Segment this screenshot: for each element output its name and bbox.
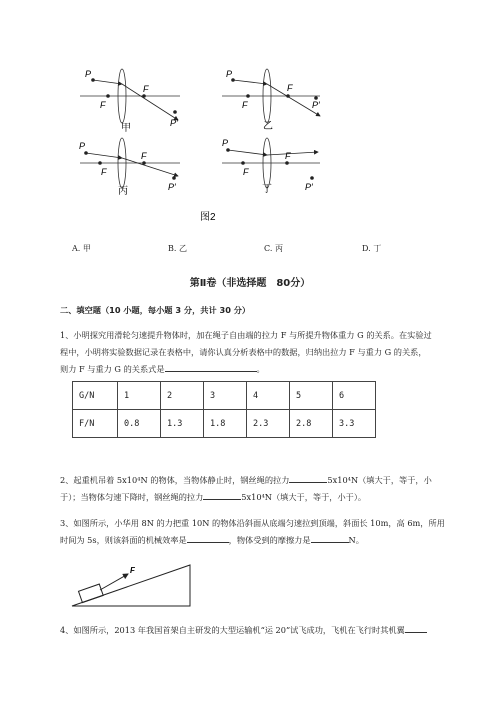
lens-ray-figure (0, 0, 500, 235)
figure-caption: 图2 (200, 212, 216, 223)
choice-key: A. (72, 244, 81, 253)
table-cell: 3 (204, 382, 247, 410)
choice-key: B. (168, 244, 177, 253)
label-f: F (101, 167, 107, 177)
question-1 (60, 327, 480, 378)
table-cell: 0.8 (118, 410, 161, 438)
label-p-prime: P′ (312, 100, 320, 110)
label-p: P (85, 69, 92, 79)
label-p-prime: P′ (168, 182, 176, 192)
q1-line (60, 361, 480, 378)
label-p-prime: P′ (305, 182, 313, 192)
answer-blank[interactable] (187, 533, 229, 543)
q3-text: N。 (348, 535, 364, 545)
table-cell: F/N (73, 410, 118, 438)
table-cell: 2.3 (247, 410, 290, 438)
section-title: 第Ⅱ卷（非选择题 80分） (189, 278, 311, 289)
table-row (73, 410, 376, 438)
label-p: P (79, 141, 86, 151)
diagram-label: 乙 (263, 121, 273, 132)
focus-right (142, 94, 146, 98)
block (78, 584, 103, 603)
label-p: P (226, 69, 233, 79)
answer-blank[interactable] (165, 362, 257, 372)
diagram-bing (79, 138, 180, 197)
table-cell: 1 (118, 382, 161, 410)
q3-text: 时间为 5s，则该斜面的机械效率是 (60, 535, 187, 545)
diagram-yi (222, 69, 320, 132)
answer-blank[interactable] (311, 533, 349, 543)
diagram-label: 丁 (262, 184, 272, 195)
q2-line (60, 472, 480, 489)
choice-a[interactable] (72, 243, 91, 254)
table-cell: 6 (333, 382, 376, 410)
label-p: P (222, 138, 229, 148)
table-cell: 5 (290, 382, 333, 410)
q3-line: 3、如图所示，小华用 8N 的力把重 10N 的物体沿斜面从底端匀速拉到顶端，斜面长 10m，高 6m，所用 (60, 518, 445, 528)
choice-text: 丙 (274, 244, 283, 253)
focus-left (106, 94, 110, 98)
choice-key: C. (264, 244, 273, 253)
choice-text: 乙 (178, 244, 187, 253)
answer-blank[interactable] (289, 473, 327, 483)
answer-blank[interactable] (405, 623, 427, 633)
label-f: F (143, 84, 149, 94)
label-f: F (100, 100, 106, 110)
q4-text: 4、如图所示，2013 年我国首架自主研发的大型运输机“运 20”试飞成功，飞机在飞行时其机翼 (60, 625, 405, 635)
q1-text: 。 (256, 364, 265, 374)
question-3 (60, 515, 480, 549)
point-p-prime (173, 110, 177, 114)
force-label: F (130, 566, 135, 575)
q2-line (60, 489, 480, 506)
table-cell: 1.3 (161, 410, 204, 438)
q3-text: ，物体受到的摩擦力是 (228, 535, 311, 545)
choice-d[interactable] (362, 243, 381, 254)
table-cell: 2 (161, 382, 204, 410)
diagram-label: 丙 (118, 186, 128, 197)
q2-text: 5x10⁴N（填大于，等于，小 (327, 475, 432, 485)
label-f: F (287, 83, 293, 93)
table-cell: 4 (247, 382, 290, 410)
table-cell: 1.8 (204, 410, 247, 438)
choice-c[interactable] (264, 243, 283, 254)
choice-text: 丁 (373, 244, 382, 253)
question-2 (60, 472, 480, 506)
choice-text: 甲 (82, 244, 91, 253)
part-heading: 二、填空题（10 小题，每小题 3 分，共计 30 分） (60, 305, 251, 315)
q2-text: 2、起重机吊着 5x10⁴N 的物体，当物体静止时，钢丝绳的拉力 (60, 475, 290, 485)
table-cell: 3.3 (333, 410, 376, 438)
table-row (73, 382, 376, 410)
incline-figure (60, 560, 200, 612)
q2-text: 5x10⁴N（填大于，等于，小于）。 (241, 492, 367, 502)
label-f: F (141, 151, 147, 161)
question-4 (60, 622, 480, 639)
q1-line: 1、小明探究用滑轮匀速提升物体时，加在绳子自由端的拉力 F 与所提升物体重力 G 的关系。在实验过 (60, 330, 432, 340)
q2-text: 于）；当物体匀速下降时，钢丝绳的拉力 (60, 492, 204, 502)
diagram-label: 甲 (121, 123, 131, 134)
choice-b[interactable] (168, 243, 187, 254)
q1-text: 则力 F 与重力 G 的关系式是 (60, 364, 165, 374)
table-cell: 2.8 (290, 410, 333, 438)
label-f: F (242, 100, 248, 110)
q1-line: 程中，小明将实验数据记录在表格中，请你认真分析表格中的数据，归纳出拉力 F 与重力 G 的关系， (60, 347, 427, 357)
answer-blank[interactable] (203, 490, 241, 500)
label-p-prime: P′ (170, 118, 178, 128)
choice-key: D. (362, 244, 371, 253)
diagram-jia (80, 69, 180, 134)
data-table (72, 381, 376, 438)
label-f: F (243, 167, 249, 177)
diagram-ding (222, 138, 320, 195)
q3-line (60, 532, 480, 549)
table-cell: G/N (73, 382, 118, 410)
label-f: F (285, 151, 291, 161)
